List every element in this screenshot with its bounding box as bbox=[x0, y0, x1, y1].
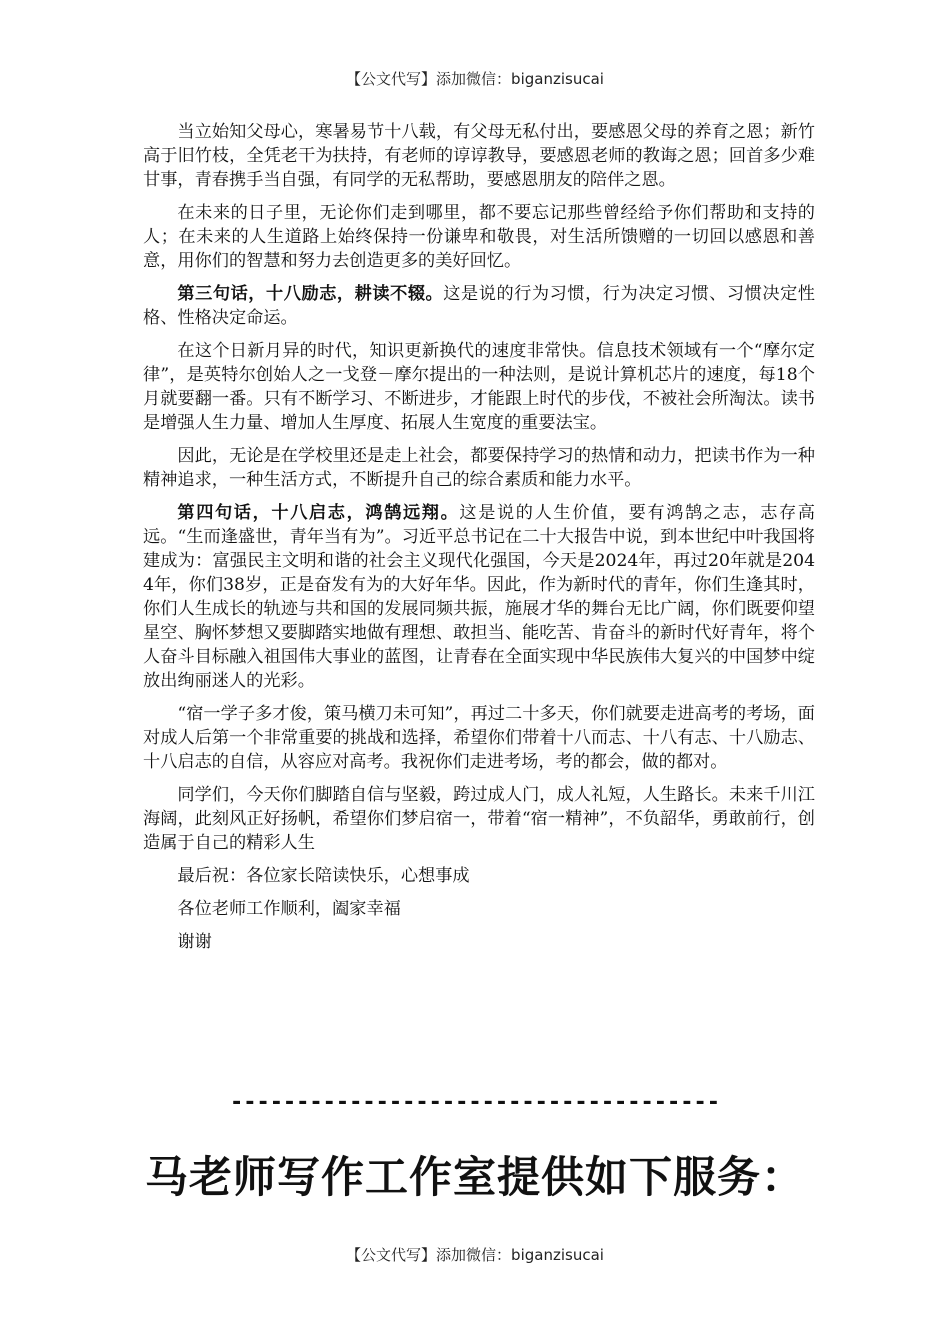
paragraph-text: 因此，无论是在学校里还是走上社会，都要保持学习的热情和动力，把读书作为一种精神追求，一种生活方式，不断提升自己的综合素质和能力水平。 bbox=[143, 446, 815, 490]
paragraph-1 bbox=[143, 120, 815, 192]
closing-line-2: 各位老师工作顺利，阖家幸福 bbox=[177, 899, 401, 919]
paragraph-heading: 第四句话，十八启志，鸿鹄远翔。 bbox=[177, 503, 460, 523]
paragraph-3 bbox=[143, 282, 815, 330]
document-body bbox=[143, 120, 815, 963]
paragraph-6 bbox=[143, 501, 815, 693]
page-footer: 【公文代写】添加微信：biganzisucai bbox=[346, 1246, 604, 1264]
paragraph-text: 在未来的日子里，无论你们走到哪里，都不要忘记那些曾经给予你们帮助和支持的人；在未来的人生道路上始终保持一份谦卑和敬畏，对生活所馈赠的一切回以感恩和善意，用你们的智慧和努力去创造更多的美好回忆。 bbox=[143, 203, 815, 271]
paragraph-text: 同学们，今天你们脚踏自信与坚毅，跨过成人门，成人礼短，人生路长。未来千川江海阔，此刻风正好扬帆，希望你们梦启宿一，带着“宿一精神”，不负韶华，勇敢前行，创造属于自己的精彩人生 bbox=[143, 785, 815, 853]
paragraph-2 bbox=[143, 201, 815, 273]
paragraph-heading: 第三句话，十八励志，耕读不辍。 bbox=[177, 284, 444, 304]
paragraph-text: 这是说的行为习惯，行为决定习惯、习惯决定性格、性格决定命运。 bbox=[143, 284, 815, 328]
paragraph-text: 当立始知父母心，寒暑易节十八载，有父母无私付出，要感恩父母的养育之恩；新竹高于旧竹枝，全凭老干为扶持，有老师的谆谆教导，要感恩老师的教诲之恩；回首多少难甘事，青春携手当自强，有同学的无私帮助，要感恩朋友的陪伴之恩。 bbox=[143, 122, 815, 190]
paragraph-text: 在这个日新月异的时代，知识更新换代的速度非常快。信息技术领域有一个“摩尔定律”，是英特尔创始人之一戈登－摩尔提出的一种法则，是说计算机芯片的速度，每18个月就要翻一番。只有不断学习、不断进步，才能跟上时代的步伐，不被社会所淘汰。读书是增强人生力量、增加人生厚度、拓展人生宽度的重要法宝。 bbox=[143, 341, 815, 433]
paragraph-text: 这是说的人生价值，要有鸿鹄之志，志存高远。“生而逢盛世，青年当有为”。习近平总书记在二十大报告中说，到本世纪中叶我国将建成为：富强民主文明和谐的社会主义现代化强国，今天是2024年，再过20年就是2044年，你们38岁，正是奋发有为的大好年华。因此，作为新时代的青年，你们生逢其时，你们人生成长的轨迹与共和国的发展同频共振，施展才华的舞台无比广阔，你们既要仰望星空、胸怀梦想又要脚踏实地做有理想、敢担当、能吃苦、肯奋斗的新时代好青年，将个人奋斗目标融入祖国伟大事业的蓝图，让青春在全面实现中华民族伟大复兴的中国梦中绽放出绚丽迷人的光彩。 bbox=[143, 503, 815, 691]
services-heading: 马老师写作工作室提供如下服务： bbox=[145, 1153, 805, 1203]
paragraph-8 bbox=[143, 783, 815, 855]
paragraph-5 bbox=[143, 444, 815, 492]
paragraph-text: “宿一学子多才俊，策马横刀未可知”，再过二十多天，你们就要走进高考的考场，面对成人后第一个非常重要的挑战和选择，希望你们带着十八而志、十八有志、十八励志、十八启志的自信，从容应对高考。我祝你们走进考场，考的都会，做的都对。 bbox=[143, 704, 815, 772]
paragraph-4 bbox=[143, 339, 815, 435]
page-header: 【公文代写】添加微信：biganzisucai bbox=[346, 70, 604, 88]
closing-line-3: 谢谢 bbox=[177, 932, 212, 952]
closing-line-1: 最后祝：各位家长陪读快乐，心想事成 bbox=[177, 866, 470, 886]
divider-line: ------------------------------------- bbox=[229, 1090, 721, 1115]
paragraph-7 bbox=[143, 702, 815, 774]
